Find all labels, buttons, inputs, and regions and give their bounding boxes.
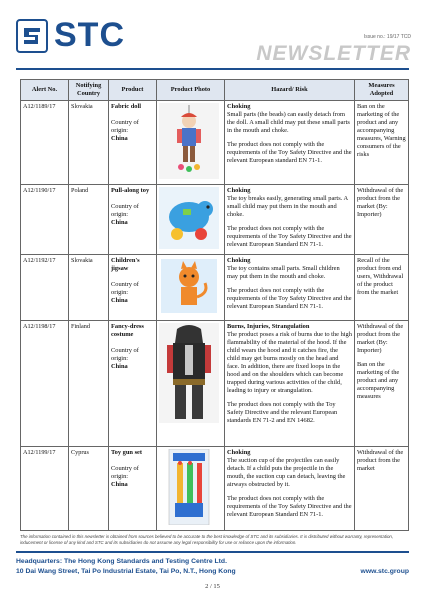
measures-cell — [355, 321, 409, 447]
origin-label: Country of origin: — [111, 281, 139, 296]
hazard-compliance: The product does not comply with the requirements of the Toy Safety Directive and the relevant European standard EN 71-1. — [227, 141, 352, 164]
issue-number: Issue no.: 19/17 TCD — [363, 34, 411, 40]
origin-value: China — [111, 363, 128, 370]
hazard-cell — [225, 255, 355, 321]
product-name: Children's jigsaw — [111, 257, 140, 272]
table-row — [21, 321, 409, 447]
measures-adopted-2: Ban on the marketing of the product and any accompanying measures — [357, 361, 400, 400]
product-cell — [109, 321, 157, 447]
notifying-country: Slovakia — [69, 255, 109, 321]
origin-label: Country of origin: — [111, 347, 139, 362]
photo-cell — [157, 321, 225, 447]
origin-value: China — [111, 481, 128, 488]
website-link[interactable]: www.stc.group — [360, 568, 409, 575]
product-name: Pull-along toy — [111, 187, 150, 194]
hazard-title: Choking — [227, 257, 251, 264]
hazard-cell — [225, 447, 355, 531]
origin-value: China — [111, 135, 128, 142]
headquarters-address: 10 Dai Wang Street, Tai Po Industrial Estate, Tai Po, N.T., Hong Kong — [16, 568, 236, 575]
table-row — [21, 185, 409, 255]
newsletter-title: NEWSLETTER — [256, 42, 411, 65]
notifying-country: Slovakia — [69, 101, 109, 185]
hazard-description: The product poses a risk of burns due to the high flammability of the material of the hood. If the child wears the hood and it catches fire, the child may get burns mostly on the head and face. In addition, there are fixed loops in the hood and on the shoulders which can become trapped during various activities of the child, leading to injury or strangulation. — [227, 331, 352, 394]
hazard-description: Small parts (the beads) can easily detach from the doll. A small child may put these small parts in the mouth and choke. — [227, 111, 350, 134]
alert-number: A12/1189/17 — [21, 101, 69, 185]
product-cell — [109, 185, 157, 255]
stc-logo-mark — [16, 19, 48, 53]
costume-photo-icon — [159, 323, 219, 423]
product-name: Fancy-dress costume — [111, 323, 144, 338]
col-header-country: Notifying Country — [69, 80, 109, 101]
doll-photo-icon — [159, 103, 219, 179]
product-name: Toy gun set — [111, 449, 143, 456]
product-name: Fabric doll — [111, 103, 141, 110]
header-divider — [16, 68, 409, 70]
hazard-compliance: The product does not comply with the Toy Safety Directive and the relevant European standards EN 71-2 and EN 14682. — [227, 401, 338, 424]
photo-cell — [157, 101, 225, 185]
col-header-measures: Measures Adopted — [355, 80, 409, 101]
table-row — [21, 255, 409, 321]
alerts-table-wrap — [20, 79, 408, 531]
headquarters-name: Headquarters: The Hong Kong Standards and Testing Centre Ltd. — [16, 558, 227, 565]
notifying-country: Cyprus — [69, 447, 109, 531]
footer-divider — [16, 551, 409, 553]
alert-number: A12/1190/17 — [21, 185, 69, 255]
measures-adopted: Ban on the marketing of the product and any accompanying measures, Warning consumers of the risks — [355, 101, 409, 185]
hazard-compliance: The product does not comply with the requirements of the Toy Safety Directive and the relevant European Standard EN 71-1. — [227, 225, 352, 248]
photo-cell — [157, 255, 225, 321]
hazard-cell — [225, 321, 355, 447]
measures-adopted: Withdrawal of the product from the market — [355, 447, 409, 531]
origin-label: Country of origin: — [111, 465, 139, 480]
jigsaw-photo-icon — [159, 257, 219, 315]
col-header-product: Product — [109, 80, 157, 101]
stc-logo — [16, 16, 125, 55]
col-header-photo: Product Photo — [157, 80, 225, 101]
photo-cell — [157, 447, 225, 531]
notifying-country: Finland — [69, 321, 109, 447]
col-header-hazard: Hazard/ Risk — [225, 80, 355, 101]
hazard-title: Burns, Injuries, Strangulation — [227, 323, 310, 330]
origin-label: Country of origin: — [111, 119, 139, 134]
disclaimer-text: The information contained in this newsletter is obtained from sources believed to be accurate to the best knowledge of STC and its subsidiaries. It is distributed without warranty, representation, inducement or license of any kind and STC and its subsidiaries do not assume any legal responsibility for use or reliance upon the information. — [20, 534, 394, 545]
pull-along-toy-photo-icon — [159, 187, 219, 249]
alert-number: A12/1192/17 — [21, 255, 69, 321]
photo-cell — [157, 185, 225, 255]
alerts-table — [20, 79, 409, 531]
hazard-compliance: The product does not comply with the requirements of the Toy Safety Directive and the relevant European Standard EN 71-1. — [227, 495, 352, 518]
hazard-compliance: The product does not comply with the requirements of the Toy Safety Directive and the relevant European Standard EN 71-1. — [227, 287, 352, 310]
col-header-alert: Alert No. — [21, 80, 69, 101]
hazard-description: The toy breaks easily, generating small parts. A small child may put them in the mouth and choke. — [227, 195, 348, 218]
hazard-title: Choking — [227, 187, 251, 194]
measures-adopted: Withdrawal of the product from the market (By: Importer) — [357, 323, 404, 354]
product-cell — [109, 255, 157, 321]
origin-value: China — [111, 297, 128, 304]
hazard-description: The toy contains small parts. Small children may put them in the mouth and choke. — [227, 265, 340, 280]
hazard-title: Choking — [227, 449, 251, 456]
hazard-description: The suction cup of the projectiles can easily detach. If a child puts the projectile in the mouth, the suction cup can detach, leaving the airways obstructed by it. — [227, 457, 346, 488]
stc-emblem-icon — [20, 24, 44, 48]
page-header — [0, 0, 425, 70]
logo-text: STC — [54, 16, 125, 54]
alert-number: A12/1198/17 — [21, 321, 69, 447]
origin-value: China — [111, 219, 128, 226]
hazard-cell — [225, 185, 355, 255]
measures-adopted: Recall of the product from end users, Withdrawal of the product from the market — [355, 255, 409, 321]
notifying-country: Poland — [69, 185, 109, 255]
origin-label: Country of origin: — [111, 203, 139, 218]
product-cell — [109, 447, 157, 531]
product-cell — [109, 101, 157, 185]
table-row — [21, 447, 409, 531]
page-number: 2 / 15 — [205, 583, 220, 590]
hazard-cell — [225, 101, 355, 185]
measures-adopted: Withdrawal of the product from the market (By: Importer) — [355, 185, 409, 255]
toy-gun-set-photo-icon — [159, 449, 219, 525]
alert-number: A12/1199/17 — [21, 447, 69, 531]
table-row — [21, 101, 409, 185]
table-header-row — [21, 80, 409, 101]
hazard-title: Choking — [227, 103, 251, 110]
